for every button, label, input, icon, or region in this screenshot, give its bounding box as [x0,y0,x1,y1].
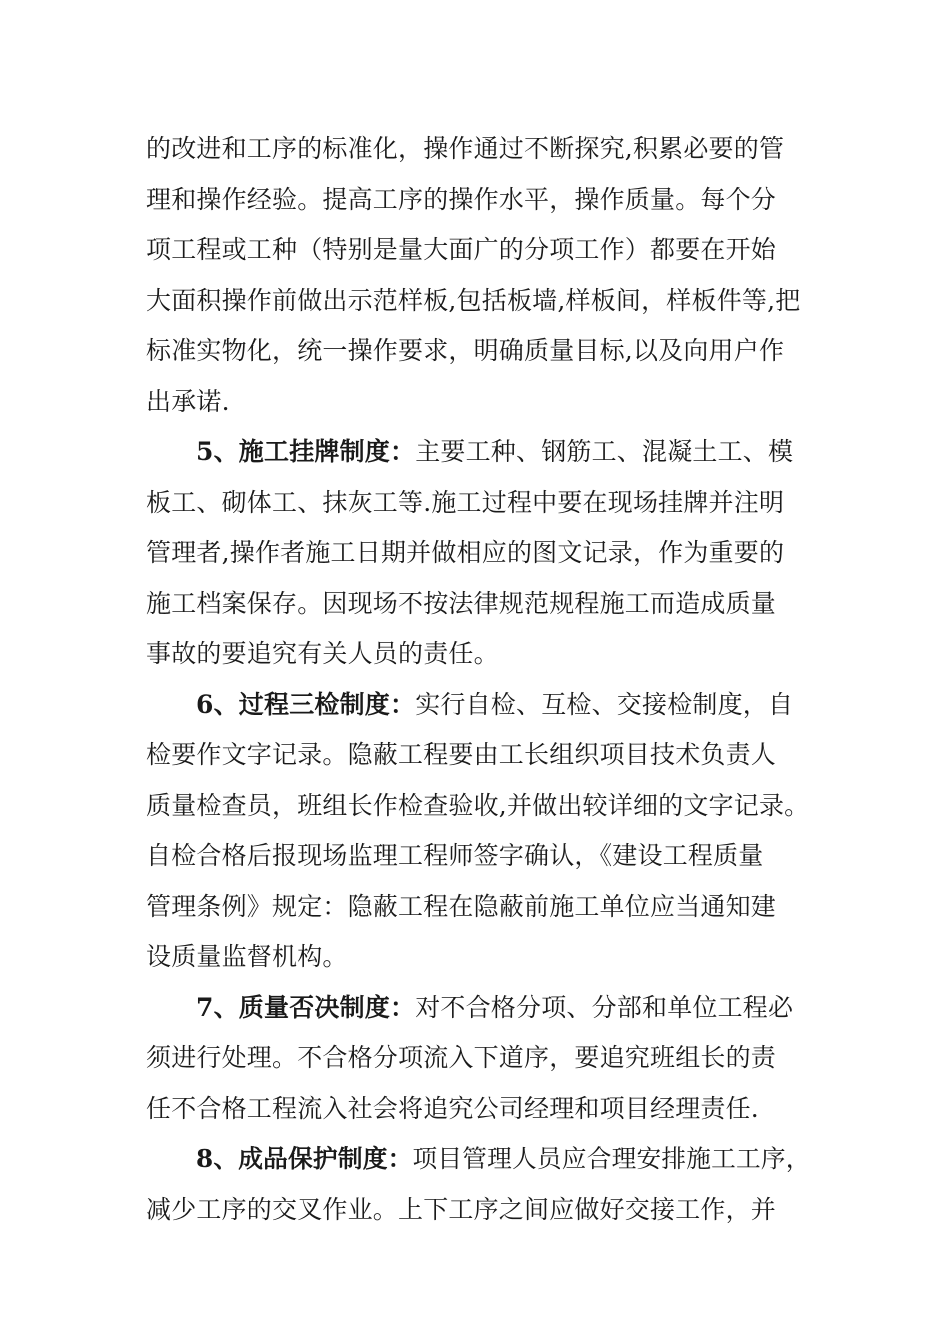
text-line: 项目管理人员应合理安排施工工序， [412,1144,811,1173]
paragraph-line-6 [146,680,812,731]
text-line: 施工档案保存。因现场不按法律规范规程施工而造成质量 [146,588,777,618]
text-line: 实行自检、互检、交接检制度，自 [415,689,794,719]
text-line: 质量检查员，班组长作检查验收,并做出较详细的文字记录。 [146,790,810,820]
text-line: 管理者,操作者施工日期并做相应的图文记录，作为重要的 [146,538,785,567]
text-line: 出承诺. [146,386,230,416]
text-line: 任不合格工程流入社会将追究公司经理和项目经理责任. [146,1093,759,1123]
text-line: 检要作文字记录。隐蔽工程要由工长组织项目技术负责人 [146,740,777,769]
body-text [146,124,812,1235]
text-line: 理和操作经验。提高工序的操作水平，操作质量。每个分 [146,184,777,214]
section-heading-5: 5、施工挂牌制度： [196,437,416,466]
text-line: 大面积操作前做出示范样板,包括板墙,样板间，样板件等,把 [146,285,801,315]
section-heading-7: 7、质量否决制度： [196,992,416,1022]
paragraph-line-8 [146,1134,812,1185]
text-line: 对不合格分项、分部和单位工程必 [415,992,794,1022]
text-line: 标准实物化，统一操作要求，明确质量目标,以及向用户作 [146,336,785,365]
paragraph-line-5 [146,427,812,478]
text-line: 管理条例》规定：隐蔽工程在隐蔽前施工单位应当通知建 [146,891,777,921]
text-line: 事故的要追究有关人员的责任。 [146,639,499,668]
paragraph-line-7 [146,983,812,1034]
text-line: 设质量监督机构。 [146,942,348,971]
text-line: 减少工序的交叉作业。上下工序之间应做好交接工作，并 [146,1194,777,1224]
section-heading-6: 6、过程三检制度： [196,689,416,719]
text-line: 须进行处理。不合格分项流入下道序，要追究班组长的责 [146,1043,777,1072]
text-line: 主要工种、钢筋工、混凝土工、模 [415,437,794,466]
text-line: 自检合格后报现场监理工程师签字确认，《建设工程质量 [146,841,764,870]
text-line: 板工、砌体工、抹灰工等.施工过程中要在现场挂牌并注明 [146,487,785,517]
section-heading-8: 8、成品保护制度： [196,1144,413,1173]
text-line: 的改进和工序的标准化，操作通过不断探究,积累必要的管 [146,134,785,163]
text-line: 项工程或工种（特别是量大面广的分项工作）都要在开始 [146,235,777,264]
